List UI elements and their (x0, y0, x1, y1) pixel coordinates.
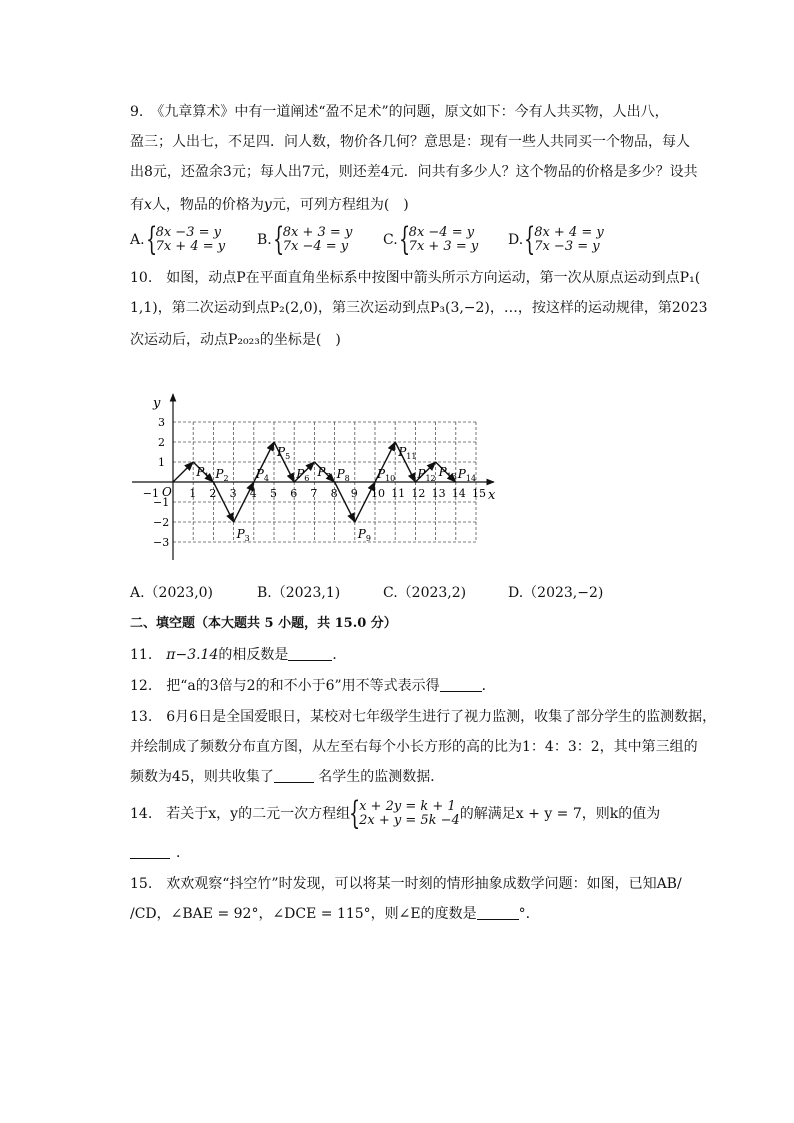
q9-option-d-label: D. (508, 232, 524, 248)
q14-line-2 (130, 843, 190, 863)
section-2-heading: 二、填空题（本大题共 5 小题，共 15.0 分） (130, 616, 397, 631)
q13-line-2: 并绘制成了频数分布直方图，从左至右每个小长方形的高的比为1：4：3：2，其中第三组的 (130, 739, 698, 755)
q12-answer-blank[interactable] (440, 677, 482, 692)
point-label: $P_2$ (215, 467, 229, 483)
q9-option-c-label: C. (383, 232, 398, 248)
q15-answer-blank[interactable] (477, 905, 519, 920)
point-label: $P_8$ (336, 467, 350, 483)
y-tick-label: −1 (153, 496, 170, 509)
y-tick-label: −3 (153, 536, 170, 549)
q9-option-c-system: { 8x −4 = y 7x + 3 = y (398, 220, 479, 258)
x-tick-label: 8 (330, 487, 338, 500)
point-label: $P_{11}$ (398, 445, 417, 461)
y-axis-label: y (153, 396, 161, 411)
q10-line-2: 1,1)，第二次运动到点P₂(2,0)，第三次运动到点P₃(3,−2)，…，按这样的运动规律，第2023 (130, 300, 708, 316)
x-tick-label: 10 (371, 487, 385, 500)
q11-end: ． (332, 647, 347, 663)
q14-end: ． (176, 845, 190, 861)
q10-option-d[interactable]: D.（2023,−2) (508, 585, 604, 601)
x-tick-label: 2 (209, 487, 217, 500)
q14-answer-blank[interactable] (130, 844, 170, 859)
x-tick-label: 11 (391, 487, 406, 500)
q11 (130, 645, 346, 665)
x-tick-label: 5 (270, 487, 277, 500)
point-label: $P_1$ (196, 465, 210, 481)
q12 (130, 676, 496, 696)
x-tick-label: 15 (472, 487, 486, 500)
q9-option-a-system: { 8x −3 = y 7x + 4 = y (145, 220, 226, 258)
q9-option-d-system: { 8x + 4 = y 7x −3 = y (524, 220, 604, 258)
q9-line-4-mid: 人，物品的价格为 (151, 197, 264, 213)
q15-line-2-end: °. (518, 906, 531, 922)
x-tick-label: 13 (431, 487, 446, 500)
q9-var-y: y (263, 197, 272, 213)
y-tick-label: 1 (158, 456, 165, 469)
q9-line-4-pre: 有 (130, 197, 144, 213)
q12-text: 12. 把“a的3倍与2的和不小于6”用不等式表示得 (130, 678, 440, 694)
q11-text: 的相反数是 (218, 647, 289, 663)
q9-option-a[interactable] (130, 220, 226, 258)
q9-option-b[interactable] (257, 220, 353, 258)
q11-answer-blank[interactable] (288, 646, 332, 661)
q10-option-b[interactable]: B.（2023,1) (257, 585, 341, 601)
coordinate-figure (120, 388, 510, 568)
y-tick-label: 3 (158, 416, 165, 429)
q14 (130, 794, 661, 832)
x-tick-label: 6 (290, 487, 298, 500)
q13-line-3 (130, 767, 444, 787)
point-label: $P_9$ (357, 527, 371, 543)
point-label: $P_6$ (296, 467, 310, 483)
q14-system: { x + 2y = k + 1 2x + y = 5k −4 (349, 794, 460, 832)
x-tick-label: 4 (249, 487, 257, 500)
q9-line-1: 9. 《九章算术》中有一道阐述“盈不足术”的问题，原文如下：今有人共买物，人出八， (130, 104, 669, 120)
q14-pre: 14. 若关于x，y的二元一次方程组 (130, 806, 351, 822)
point-label: $P_3$ (236, 527, 250, 543)
q10-option-c[interactable]: C.（2023,2) (383, 585, 467, 601)
q9-options (0, 220, 794, 258)
point-label: $P_7$ (317, 465, 331, 481)
point-label: $P_{10}$ (377, 467, 396, 483)
q15-line-1: 15. 欢欢观察“抖空竹”时发现，可以将某一时刻的情形抽象成数学问题：如图，已知AB/ (130, 876, 682, 892)
q13-answer-blank[interactable] (274, 768, 314, 783)
q9-option-b-system: { 8x + 3 = y 7x −4 = y (272, 220, 353, 258)
point-label: $P_4$ (255, 467, 269, 483)
q9-line-3: 出8元，还盈余3元；每人出7元，则还差4元．问共有多少人？这个物品的价格是多少？设共 (130, 164, 698, 180)
q15-line-2-pre: /CD，∠BAE = 92°，∠DCE = 115°，则∠E的度数是 (130, 906, 477, 922)
q14-post: 的解满足x + y = 7，则k的值为 (459, 806, 661, 822)
x-tick-label: −1 (142, 487, 160, 500)
q12-end: ． (481, 678, 496, 694)
q10-option-a[interactable]: A.（2023,0) (130, 585, 214, 601)
q9-option-c[interactable] (383, 220, 479, 258)
x-tick-label: 1 (189, 487, 197, 500)
q13-line-1: 13. 6月6日是全国爱眼日，某校对七年级学生进行了视力监测，收集了部分学生的监测数据， (130, 709, 717, 725)
y-tick-label: 2 (158, 436, 165, 449)
q15-line-2 (130, 904, 530, 924)
q9-option-d[interactable] (508, 220, 604, 258)
q13-line-3-pre: 频数为45，则共收集了 (130, 769, 274, 785)
q9-option-b-label: B. (257, 232, 272, 248)
point-label: $P_{14}$ (457, 467, 477, 483)
q11-num: 11. (130, 647, 167, 663)
q10-line-1: 10. 如图，动点P在平面直角坐标系中按图中箭头所示方向运动，第一次从原点运动到点P₁( (130, 270, 701, 286)
point-label: $P_{13}$ (438, 465, 457, 481)
x-axis-label: x (488, 488, 496, 503)
q9-option-a-label: A. (130, 232, 145, 248)
x-tick-label: 12 (411, 487, 426, 500)
q9-line-4-post: 元，可列方程组为( ) (271, 197, 409, 213)
x-tick-label: 3 (229, 487, 237, 500)
x-tick-label: 7 (310, 487, 318, 500)
x-tick-label: 14 (451, 487, 466, 500)
x-tick-label: 9 (350, 487, 358, 500)
point-label: $P_5$ (277, 445, 291, 461)
y-tick-label: −2 (153, 516, 170, 529)
q9-line-4 (130, 195, 409, 215)
motion-arrow (173, 462, 193, 482)
q13-line-3-post: 名学生的监测数据． (313, 769, 445, 785)
q10-line-3: 次运动后，动点P₂₀₂₃的坐标是( ) (130, 332, 341, 348)
q9-var-x: x (144, 197, 152, 213)
origin-label: O (162, 485, 172, 499)
point-label: $P_{12}$ (417, 467, 436, 483)
q9-line-2: 盈三；人出七，不足四．问人数，物价各几何？意思是：现有一些人共同买一个物品，每人 (130, 134, 690, 150)
q11-expr: π−3.14 (166, 647, 219, 663)
